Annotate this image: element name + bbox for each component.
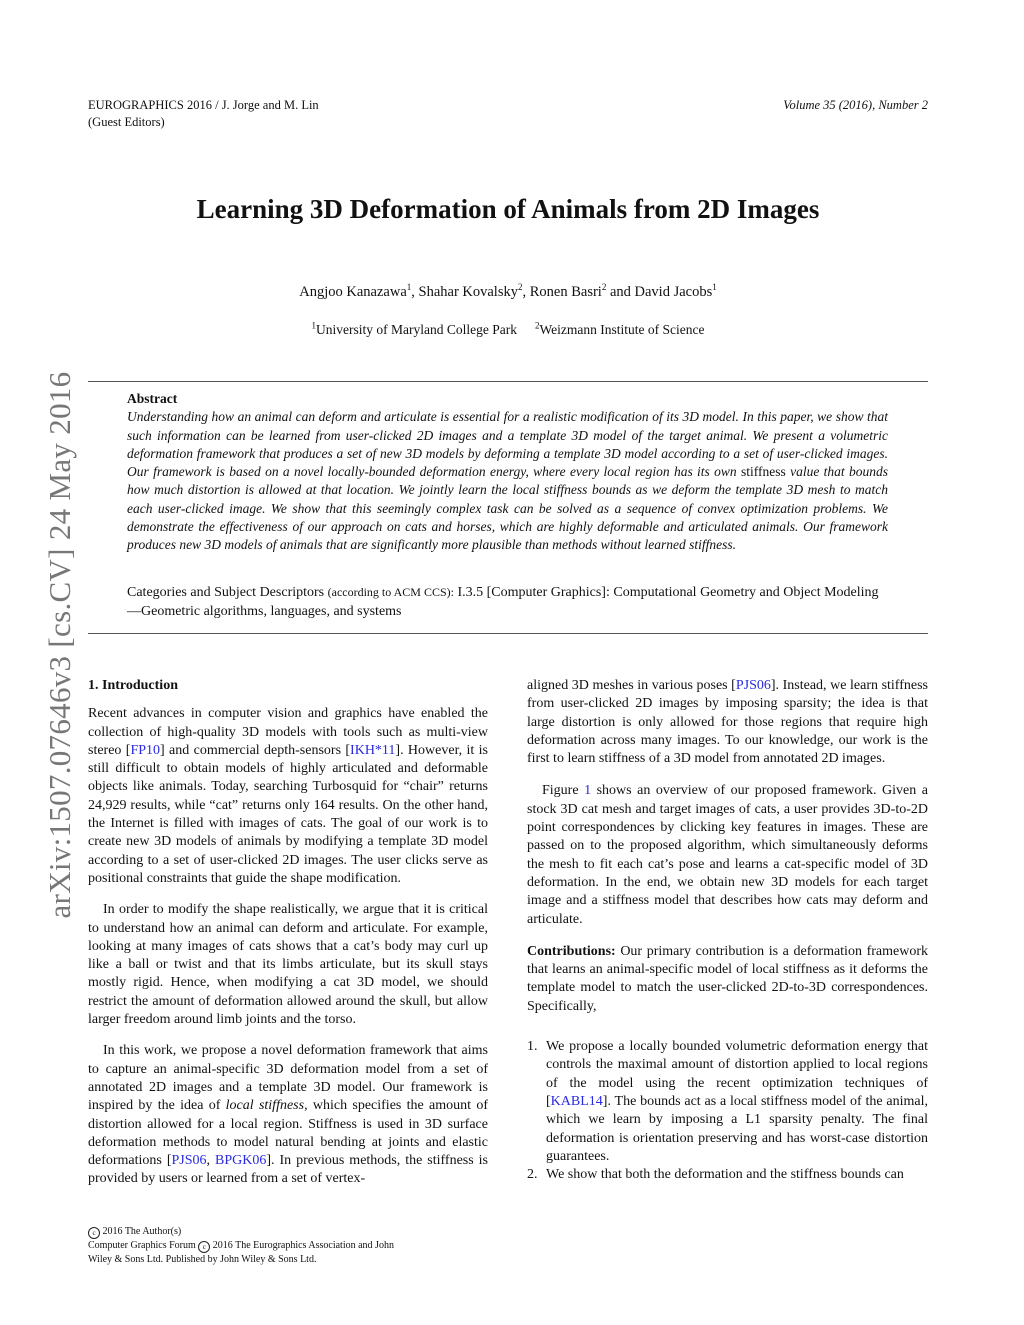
list-item	[527, 1038, 928, 1166]
copyright-icon: c	[88, 1227, 100, 1239]
author-separator: ,	[522, 284, 530, 300]
author-separator: ,	[411, 284, 419, 300]
affil-mark: 1	[311, 320, 317, 331]
citation-link[interactable]: PJS06	[171, 1153, 207, 1169]
paragraph-text: aligned 3D meshes in various poses [	[527, 678, 736, 693]
abstract-text: value that bounds how much distortion is allowed at that location. We jointly learn the local stiffness bounds as we deform the template 3D mesh to match each user-clicked image. We show that this seemingly complex task can be solved as a sequence of convex optimization problems. We demonstrate the effectiveness of our approach on cats and horses, which are highly deformable and articulated animals. Our framework produces new 3D models of animals that are significantly more plausible than methods without learned stiffness.	[127, 464, 888, 553]
footer-text: Computer Graphics Forum	[88, 1240, 196, 1251]
paragraph-text: Our primary contribution is a deformation framework that learns an animal-specific model of local stiffness as it deforms the template model to match the user-clicked 2D-to-3D correspondences. Specifically,	[527, 943, 928, 1014]
abstract	[127, 390, 888, 555]
copyright-icon: c	[198, 1241, 210, 1253]
paper-title: Learning 3D Deformation of Animals from 2D Images	[196, 194, 820, 224]
paragraph-text: ]. However, it is still difficult to obtain models of highly articulated and deformable objects like animals. Today, searching Turbosquid for “chair” returns 24,929 results, while “cat” returns only 164 results. On the other hand, the Internet is filled with images of cats. The goal of our work is to create new 3D models of animals by modifying a template 3D model according to a set of user-clicked 2D images. The user clicks serve as positional constraints that guide the shape modification.	[88, 742, 489, 886]
left-column	[88, 677, 488, 1202]
citation-link[interactable]: FP10	[130, 742, 161, 758]
author-affil-mark: 2	[601, 282, 607, 293]
contribution-list	[527, 1038, 928, 1184]
copyright-footer	[88, 1225, 418, 1267]
citation-link[interactable]: BPGK06	[215, 1153, 267, 1169]
paragraph-text: ,	[206, 1153, 215, 1169]
paragraph	[88, 1042, 488, 1188]
abstract-heading: Abstract	[127, 391, 178, 406]
list-text: We show that both the deformation and the stiffness bounds can	[546, 1167, 904, 1183]
emphasis-term: local stiffness	[225, 1098, 305, 1114]
header-volume: Volume 35 (2016), Number 2	[783, 98, 928, 112]
author-name: Angjoo Kanazawa	[299, 284, 407, 300]
paragraph-text: , which specifies the amount of distortion allowed for a local region. Stiffness is used in 3D surface deformation methods to model natural bending at joints and elastic deformations [	[88, 1098, 489, 1169]
paragraph-text: ] and commercial depth-sensors [	[160, 742, 351, 758]
affil-mark: 2	[534, 320, 540, 331]
paragraph	[527, 782, 928, 928]
divider-top	[88, 381, 928, 382]
footer-text: 2016 The Eurographics Association and John Wiley & Sons Ltd. Published by John Wiley & Sons Ltd.	[88, 1240, 394, 1265]
citation-link[interactable]: PJS06	[735, 678, 771, 693]
paragraph: In order to modify the shape realistically, we argue that it is critical to understand how an animal can deform and articulate. For example, looking at many images of cats shows that a cat’s body may curl up like a ball or twist and that its limbs articulate, but its skull stays mostly rigid. Hence, when modifying a cat 3D model, we should restrict the amount of deformation allowed around the skull, but allow larger freedom around limb joints and the torso.	[88, 902, 488, 1028]
author-list	[88, 284, 928, 301]
paragraph-text: shows an overview of our proposed framework. Given a stock 3D cat mesh and target images of cats, a user provides 3D-to-2D point correspondences by clicking key features in images. These are passed on to the proposed algorithm, which simultaneously deforms the mesh to fit each cat’s pose and learns a cat-specific model of 3D deformation. In the end, we obtain new 3D models for each target image and a stiffness model that describes how cats may deform and articulate.	[527, 783, 928, 927]
list-text: ]. The bounds act as a local stiffness model of the animal, which we learn by imposing a L1 sparsity penalty. The final deformation is orientation preserving and has worst-case distortion guarantees.	[546, 1093, 928, 1164]
abstract-body	[127, 408, 888, 554]
subject-descriptors	[127, 583, 888, 621]
paragraph-text: ]. Instead, we learn stiffness from user-clicked 2D images by imposing sparsity; the idea is that large distortion is only allowed for those regions that require high deformation across many images. To our knowledge, our work is the first to learn stiffness of a 3D model from annotated 2D images.	[527, 678, 928, 767]
author-name: Shahar Kovalsky	[418, 284, 518, 300]
footer-line	[88, 1239, 418, 1267]
abstract-term: stiffness	[740, 464, 786, 480]
author-affil-mark: 1	[712, 282, 717, 293]
citation-link[interactable]: KABL14	[550, 1093, 603, 1109]
paragraph-text: Recent advances in computer vision and graphics have enabled the collection of high-quality 3D models with tools such as multi-view stereo [	[88, 706, 488, 758]
author-name: Ronen Basri	[529, 284, 602, 300]
affiliation: University of Maryland College Park	[316, 322, 517, 337]
paragraph-text: Figure	[542, 783, 585, 799]
paragraph	[527, 943, 928, 1016]
author-affil-mark: 1	[406, 282, 412, 293]
divider-bottom	[88, 633, 928, 634]
list-number: 1.	[527, 1039, 538, 1055]
descriptors-text: I.3.5 [Computer Graphics]: Computational Geometry and Object Modeling—Geometric algorithms, languages, and systems	[127, 585, 879, 619]
descriptors-label: Categories and Subject Descriptors	[127, 585, 325, 600]
footer-line	[88, 1225, 418, 1239]
running-header	[88, 97, 319, 131]
citation-link[interactable]: IKH*11	[350, 742, 396, 758]
contributions-label: Contributions:	[527, 943, 616, 959]
author-separator: and	[606, 284, 635, 300]
header-editors: (Guest Editors)	[88, 115, 165, 129]
abstract-text: Understanding how an animal can deform and articulate is essential for a realistic modification of its 3D model. In this paper, we show that such information can be learned from user-clicked 2D images and a template 3D model of the target animal. We present a volumetric deformation framework that produces a set of new 3D models by deforming a template 3D model according to a set of user-clicked images. Our framework is based on a novel locally-bounded deformation energy, where every local region has its own	[127, 409, 888, 480]
list-text: We propose a locally bounded volumetric deformation energy that controls the maximal amount of distortion applied to local regions of the model using the recent optimization techniques of [	[546, 1039, 928, 1109]
affiliation-list	[88, 322, 928, 338]
figure-link[interactable]: 1	[584, 783, 592, 799]
footer-text: 2016 The Author(s)	[102, 1226, 182, 1237]
author-name: David Jacobs	[634, 284, 713, 300]
list-item	[527, 1166, 928, 1184]
affiliation: Weizmann Institute of Science	[539, 322, 705, 337]
paragraph-text: In this work, we propose a novel deformation framework that aims to capture an animal-specific 3D deformation model from a set of annotated 2D images and a template 3D model. Our framework is inspired by the idea of	[88, 1043, 488, 1114]
paragraph	[88, 705, 488, 888]
author-affil-mark: 2	[517, 282, 523, 293]
arxiv-stamp: arXiv:1507.07646v3 [cs.CV] 24 May 2016	[42, 371, 77, 919]
paragraph	[527, 677, 928, 768]
list-number: 2.	[527, 1167, 538, 1183]
right-column	[527, 677, 928, 1184]
header-venue: EUROGRAPHICS 2016 / J. Jorge and M. Lin	[88, 98, 319, 112]
descriptors-note: (according to ACM CCS):	[327, 585, 454, 599]
paragraph-text: ]. In previous methods, the stiffness is provided by users or learned from a set of vertex-	[88, 1153, 488, 1187]
section-heading: 1. Introduction	[88, 678, 178, 693]
